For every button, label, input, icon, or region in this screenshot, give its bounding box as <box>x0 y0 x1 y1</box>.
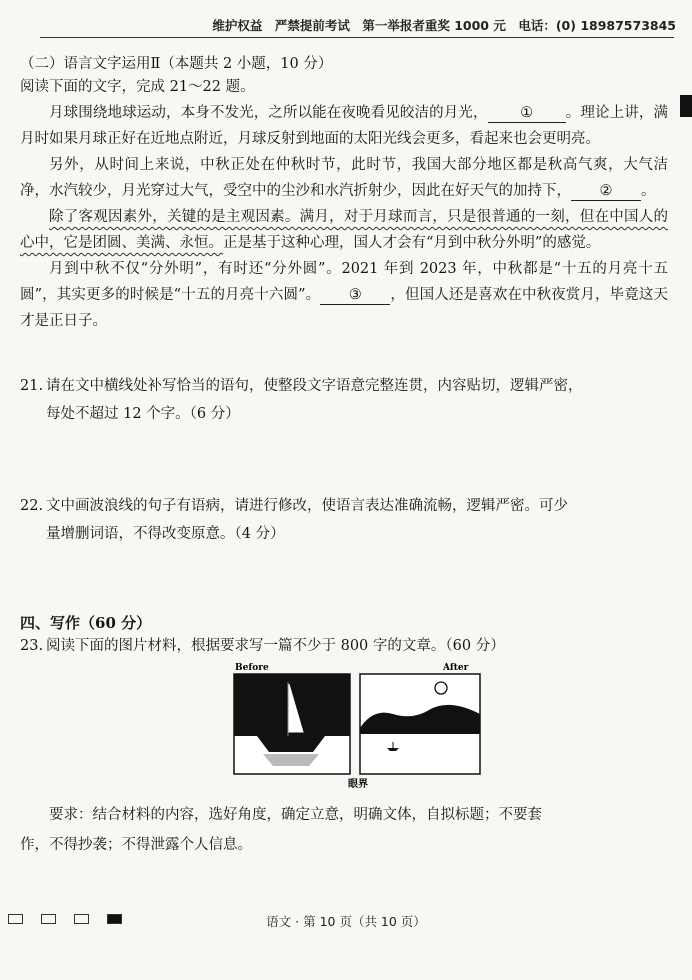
paragraph-1: 月球围绕地球运动，本身不发光，之所以能在夜晚看见皎洁的月光， ① 。理论上讲，满月时如果月球正好在近地点附近，月球反射到地面的太阳光线会更多，看起来也会更明亮。 <box>20 105 669 147</box>
section-4-title: 四、写作（60 分） <box>20 614 152 632</box>
question-21: 21. 请在文中横线处补写恰当的语句，使整段文字语意完整连贯，内容贴切，逻辑严密， 每处不超过 12 个字。（6 分） <box>20 378 583 422</box>
blank-2[interactable]: ② <box>571 182 641 201</box>
blank-1[interactable]: ① <box>488 104 566 123</box>
after-label: After <box>443 663 469 673</box>
passage <box>20 74 668 334</box>
header-rule <box>40 37 674 38</box>
sun-icon <box>435 682 447 694</box>
paragraph-4: 月到中秋不仅“分外明”，有时还“分外圆”。2021 年到 2023 年，中秋都是“十五的月亮十五圆”，其实更多的时候是“十五的月亮十六圆”。 ③ ，但国人还是喜欢在中秋夜赏月，毕竟这天才是正日子。 <box>20 261 668 329</box>
blank-3[interactable]: ③ <box>320 286 390 305</box>
margin-marker <box>680 95 692 117</box>
requirements: 要求：结合材料的内容，选好角度，确定立意，明确文体，自拟标题；不要套 作，不得抄袭；不得泄露个人信息。 <box>20 807 542 853</box>
wavy-sentence: 除了客观因素外，关键的是主观因素。满月，对于月球而言，只是很普通的一刻，但在中国人的心中，它是团圆、美满、永恒。 <box>20 209 668 251</box>
paragraph-3: 除了客观因素外，关键的是主观因素。满月，对于月球而言，只是很普通的一刻，但在中国人的心中，它是团圆、美满、永恒。正是基于这种心理，国人才会有“月到中秋分外明”的感觉。 <box>20 209 668 251</box>
section-title: （二）语言文字运用Ⅱ（本题共 2 小题，10 分） <box>20 56 333 72</box>
page-footer: 语文 · 第 10 页（共 10 页） <box>266 914 426 929</box>
paragraph-2: 另外，从时间上来说，中秋正处在仲秋时节，此时节，我国大部分地区都是秋高气爽，大气洁净，水汽较少，月光穿过大气，受空中的尘沙和水汽折射少，因此在好天气的加持下， ② 。 <box>20 157 668 199</box>
figure-caption: 眼界 <box>348 779 368 790</box>
instruction: 阅读下面的文字，完成 21～22 题。 <box>20 79 255 95</box>
page-header: 维护权益 严禁提前考试 第一举报者重奖 1000 元 电话：(0) 18987573845 <box>212 18 676 33</box>
essay-figure <box>233 662 483 790</box>
question-22: 22. 文中画波浪线的句子有语病，请进行修改，使语言表达准确流畅，逻辑严密。可少 量增删词语，不得改变原意。（4 分） <box>20 498 568 542</box>
boat-hull-icon <box>257 736 325 752</box>
before-label: Before <box>235 663 269 673</box>
question-23: 23. 阅读下面的图片材料，根据要求写一篇不少于 800 字的文章。（60 分） <box>20 638 505 654</box>
